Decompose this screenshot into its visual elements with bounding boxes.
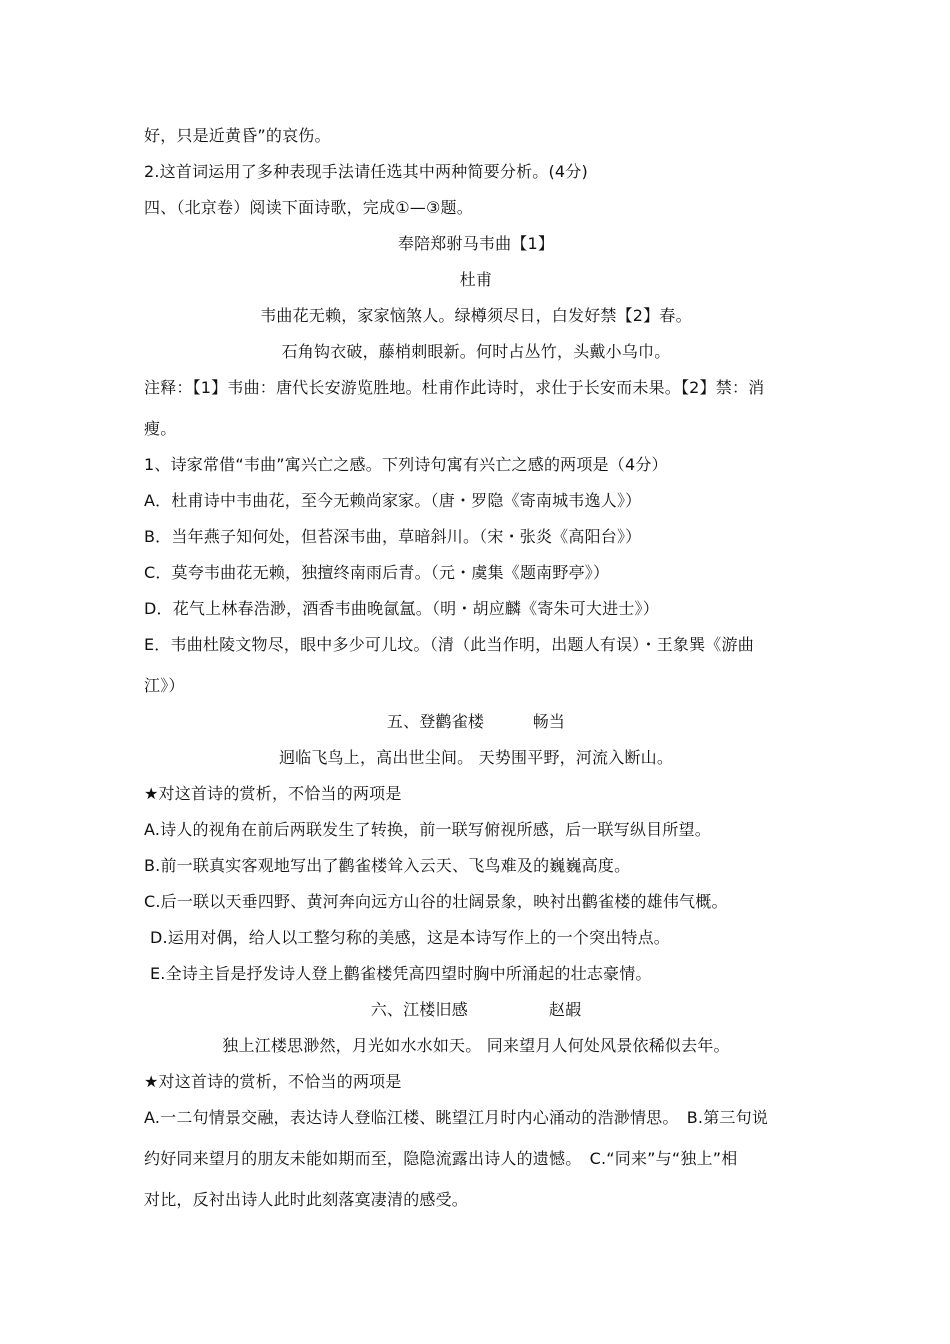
option-d: D．花气上林春浩渺，酒香韦曲晚氤氲。（明・胡应麟《寄朱可大进士》） — [144, 599, 659, 618]
question-1-prompt: 1、诗家常借“韦曲”寓兴亡之感。下列诗句寓有兴亡之感的两项是（4分） — [144, 455, 668, 474]
poem-title: 奉陪郑驸马韦曲【1】 — [397, 234, 555, 253]
question-2-prompt: 2.这首词运用了多种表现手法请任选其中两种简要分析。(4分) — [144, 162, 588, 181]
section-4-heading: 四、（北京卷）阅读下面诗歌，完成①—③题。 — [144, 198, 473, 217]
option-a: A.诗人的视角在前后两联发生了转换，前一联写俯视所感，后一联写纵目所望。 — [144, 820, 711, 839]
option-d: D.运用对偶，给人以工整匀称的美感，这是本诗写作上的一个突出特点。 — [150, 928, 671, 947]
option-c: C.后一联以天垂四野、黄河奔向远方山谷的壮阔景象，映衬出鹳雀楼的雄伟气概。 — [144, 892, 728, 911]
poem-line: 迥临飞鸟上，高出世尘间。 天势围平野，河流入断山。 — [278, 748, 674, 767]
text-line: 好，只是近黄昏”的哀伤。 — [144, 126, 331, 145]
option-a: A．杜甫诗中韦曲花，至今无赖尚家家。（唐・罗隐《寄南城韦逸人》） — [144, 491, 642, 510]
poem-line: 韦曲花无赖，家家恼煞人。绿樽须尽日，白发好禁【2】春。 — [260, 306, 692, 325]
poem-line: 石角钩衣破，藤梢刺眼新。何时占丛竹，头戴小乌巾。 — [281, 342, 671, 361]
poem-line: 独上江楼思渺然，月光如水水如天。 同来望月人何处风景依稀似去年。 — [222, 1036, 730, 1055]
annotation-continued: 瘦。 — [144, 419, 177, 438]
section-6-heading: 六、江楼旧感 赵嘏 — [370, 1000, 582, 1019]
question-prompt: ★对这首诗的赏析，不恰当的两项是 — [144, 784, 402, 803]
annotation: 注释：【1】韦曲：唐代长安游览胜地。杜甫作此诗时，求仕于长安而未果。【2】禁：消 — [144, 378, 765, 397]
options-paragraph-end: 对比，反衬出诗人此时此刻落寞凄清的感受。 — [144, 1190, 469, 1209]
option-c: C．莫夸韦曲花无赖，独擅终南雨后青。（元・虞集《题南野亭》） — [144, 563, 610, 582]
options-paragraph: A.一二句情景交融，表达诗人登临江楼、眺望江月时内心涌动的浩渺情思。 B.第三句说 — [144, 1108, 769, 1127]
option-e: E.全诗主旨是抒发诗人登上鹳雀楼凭高四望时胸中所涌起的壮志豪情。 — [150, 964, 652, 983]
options-paragraph-continued: 约好同来望月的朋友未能如期而至，隐隐流露出诗人的遗憾。 C.“同来”与“独上”相 — [144, 1149, 738, 1168]
poem-author: 杜甫 — [459, 270, 493, 289]
section-5-heading: 五、登鹳雀楼 畅当 — [386, 712, 566, 731]
question-prompt: ★对这首诗的赏析，不恰当的两项是 — [144, 1072, 402, 1091]
option-e-continued: 江》） — [144, 676, 185, 695]
option-e: E．韦曲杜陵文物尽，眼中多少可儿坟。（清（此当作明，出题人有误）・王象巽《游曲 — [144, 635, 754, 654]
option-b: B.前一联真实客观地写出了鹳雀楼耸入云天、飞鸟难及的巍巍高度。 — [144, 856, 631, 875]
option-b: B．当年燕子知何处，但苔深韦曲，草暗斜川。（宋・张炎《高阳台》） — [144, 527, 642, 546]
